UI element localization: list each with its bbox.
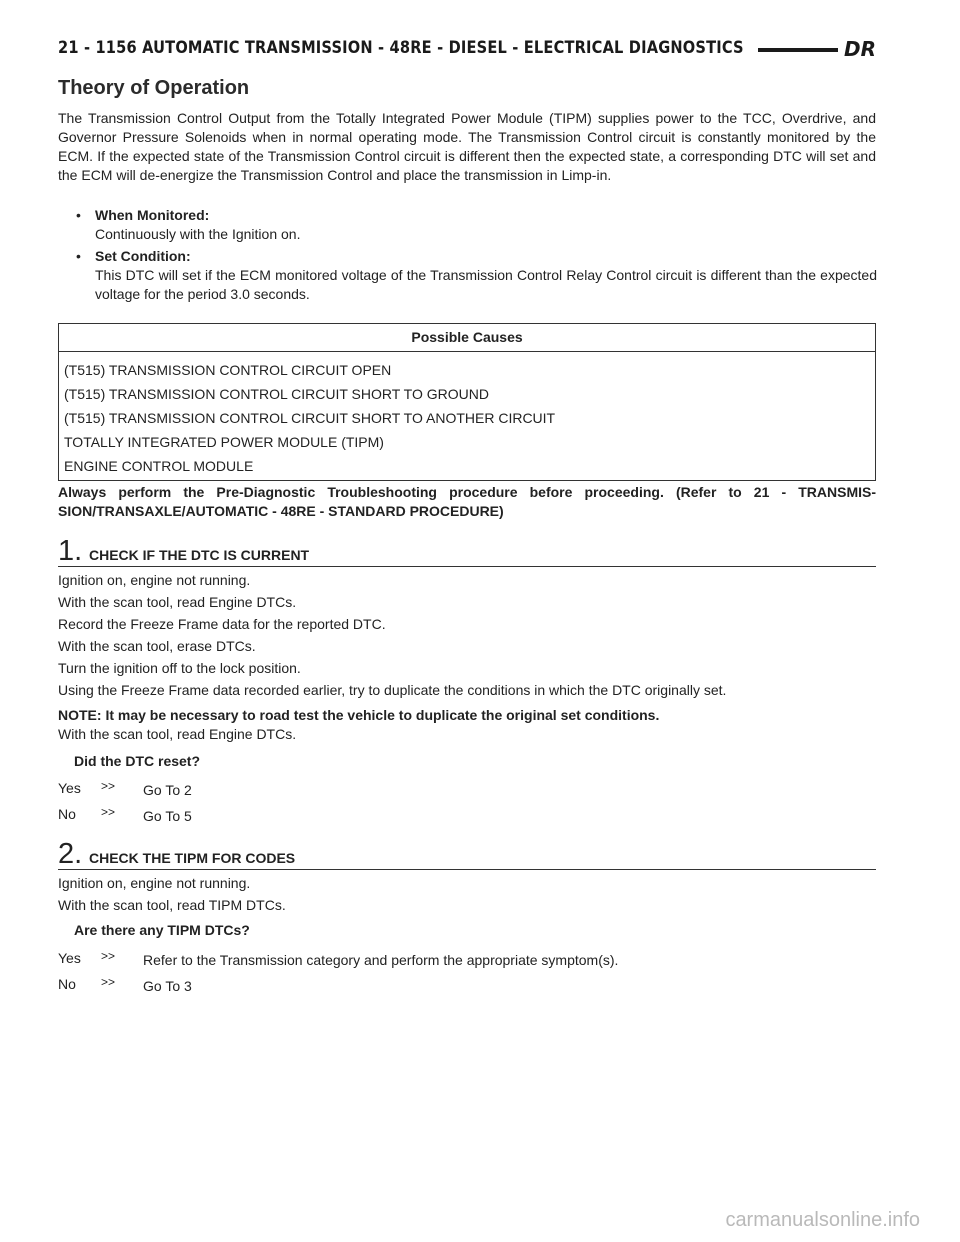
bullet-title: Set Condition:	[95, 248, 191, 264]
step-line: Ignition on, engine not running.	[58, 572, 251, 588]
answer-no-text: Go To 5	[143, 808, 192, 824]
step-title: CHECK THE TIPM FOR CODES	[89, 850, 296, 866]
intro-paragraph: The Transmission Control Output from the Totally Integrated Power Module (TIPM) supplies power to the TCC, Overdrive, and Governor Pressure Solenoids when in normal operating mode. The Transmission Control circuit is constantly monitored by the ECM. If the expected state of the Transmission Control circuit is different then the expected state, a corresponding DTC will set and the ECM will de-energize the Transmission Control and place the transmission in Limp-in.	[58, 110, 876, 183]
causes-heading: Possible Causes	[59, 324, 875, 352]
section-title: Theory of Operation	[58, 77, 250, 99]
cause-item: (T515) TRANSMISSION CONTROL CIRCUIT SHORT TO GROUND	[64, 386, 489, 402]
bullet-dot-icon: •	[76, 248, 81, 264]
cause-item: (T515) TRANSMISSION CONTROL CIRCUIT OPEN	[64, 362, 392, 378]
arrow-icon: >>	[101, 779, 116, 793]
answer-no-label: No	[58, 806, 76, 822]
arrow-icon: >>	[101, 949, 116, 963]
step-number: 2.	[58, 838, 83, 870]
answer-yes-text: Refer to the Transmission category and perform the appropriate symptom(s).	[143, 952, 619, 968]
step-2-header	[58, 838, 876, 870]
step-line: Record the Freeze Frame data for the reported DTC.	[58, 616, 386, 632]
bullet-text: This DTC will set if the ECM monitored voltage of the Transmission Control Relay Control circuit is different than the expected voltage for the period 3.0 seconds.	[95, 267, 877, 302]
bullet-set-condition	[76, 247, 877, 304]
bullet-dot-icon: •	[76, 207, 81, 223]
cause-item: (T515) TRANSMISSION CONTROL CIRCUIT SHORT TO ANOTHER CIRCUIT	[64, 410, 556, 426]
arrow-icon: >>	[101, 975, 116, 989]
answer-yes-text: Go To 2	[143, 782, 192, 798]
possible-causes-table	[58, 323, 876, 481]
header-title: 21 - 1156 AUTOMATIC TRANSMISSION - 48RE - DIESEL - ELECTRICAL DIAGNOSTICS	[58, 38, 744, 58]
header-badge: DR	[843, 37, 876, 61]
step-question: Are there any TIPM DTCs?	[74, 922, 250, 938]
step-line: Ignition on, engine not running.	[58, 875, 251, 891]
answer-yes-label: Yes	[58, 950, 81, 966]
step-note: NOTE: It may be necessary to road test the vehicle to duplicate the original set conditions.	[58, 707, 660, 723]
step-line: With the scan tool, read TIPM DTCs.	[58, 897, 286, 913]
bullet-when-monitored	[76, 206, 877, 244]
answer-no-text: Go To 3	[143, 978, 192, 994]
bullet-title: When Monitored:	[95, 207, 210, 223]
bullet-text: Continuously with the Ignition on.	[95, 226, 301, 242]
step-line: Turn the ignition off to the lock position.	[58, 660, 301, 676]
page-header	[58, 38, 876, 64]
step-1-header	[58, 535, 876, 567]
step-line: With the scan tool, read Engine DTCs.	[58, 726, 297, 742]
cause-item: TOTALLY INTEGRATED POWER MODULE (TIPM)	[64, 434, 384, 450]
step-line: With the scan tool, erase DTCs.	[58, 638, 256, 654]
answer-yes-label: Yes	[58, 780, 81, 796]
step-question: Did the DTC reset?	[74, 753, 201, 769]
answer-no-label: No	[58, 976, 76, 992]
cause-item: ENGINE CONTROL MODULE	[64, 458, 254, 474]
watermark: carmanualsonline.info	[725, 1209, 920, 1231]
step-number: 1.	[58, 535, 83, 567]
arrow-icon: >>	[101, 805, 116, 819]
step-title: CHECK IF THE DTC IS CURRENT	[89, 547, 310, 563]
header-rule	[758, 48, 838, 52]
step-line: With the scan tool, read Engine DTCs.	[58, 594, 297, 610]
step-line: Using the Freeze Frame data recorded earlier, try to duplicate the conditions in which the DTC originally set.	[58, 682, 727, 698]
pre-diagnostic-note: Always perform the Pre-Diagnostic Troubleshooting procedure before proceeding. (Refer to 21 - TRANSMIS-SION/TRANSAXLE/AUTOMATIC - 48RE - STANDARD PROCEDURE)	[58, 484, 876, 519]
